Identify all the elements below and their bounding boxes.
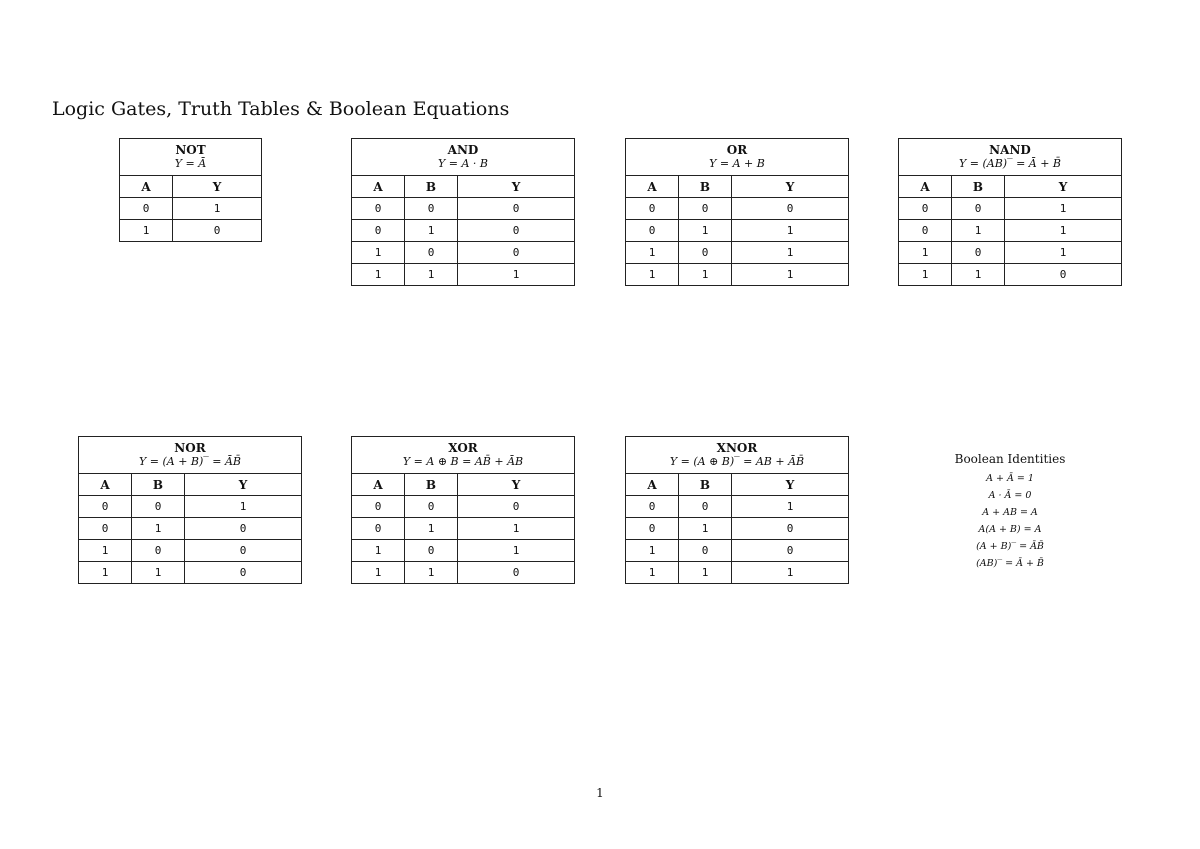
or-gate-name: OR <box>726 143 748 157</box>
cell: 1 <box>626 562 679 584</box>
cell: 1 <box>679 264 732 286</box>
nand-gate-name: NAND <box>989 143 1031 157</box>
table-row <box>120 220 262 242</box>
nand-equation: Y = (AB)‾ = Ā + B̄ <box>958 157 1062 170</box>
column-header: B <box>679 474 732 496</box>
and-truth-table <box>351 138 575 286</box>
cell: 1 <box>79 562 132 584</box>
column-header: Y <box>458 176 575 198</box>
cell: 0 <box>405 242 458 264</box>
table-row <box>352 264 575 286</box>
identities-title: Boolean Identities <box>954 452 1066 466</box>
nor-equation: Y = (A + B)‾ = ĀB̄ <box>138 455 242 468</box>
identity-line: A + AB = A <box>982 507 1038 518</box>
column-header: Y <box>1005 176 1122 198</box>
xnor-header <box>626 437 849 474</box>
nand-header <box>899 139 1122 176</box>
cell: 1 <box>405 518 458 540</box>
column-header: A <box>352 474 405 496</box>
cell: 0 <box>899 220 952 242</box>
cell: 0 <box>952 198 1005 220</box>
cell: 1 <box>352 540 405 562</box>
cell: 0 <box>405 198 458 220</box>
cell: 1 <box>899 242 952 264</box>
table-row <box>352 540 575 562</box>
cell: 0 <box>132 540 185 562</box>
table-row <box>352 220 575 242</box>
table-row <box>120 198 262 220</box>
table-row <box>899 242 1122 264</box>
cell: 0 <box>458 220 575 242</box>
cell: 1 <box>405 562 458 584</box>
cell: 0 <box>352 518 405 540</box>
xor-truth-table <box>351 436 575 584</box>
table-row <box>626 242 849 264</box>
cell: 1 <box>173 198 262 220</box>
xor-equation: Y = A ⊕ B = AB̄ + ĀB <box>402 455 524 468</box>
identity-line: (A + B)‾ = ĀB̄ <box>976 541 1044 552</box>
column-header: B <box>405 474 458 496</box>
cell: 1 <box>732 496 849 518</box>
column-header: B <box>679 176 732 198</box>
identity-line: A · Ā = 0 <box>988 490 1032 501</box>
cell: 1 <box>626 242 679 264</box>
and-header <box>352 139 575 176</box>
column-header: Y <box>732 474 849 496</box>
cell: 1 <box>1005 242 1122 264</box>
cell: 0 <box>173 220 262 242</box>
cell: 1 <box>352 264 405 286</box>
table-row <box>626 264 849 286</box>
column-header: Y <box>458 474 575 496</box>
not-truth-table <box>119 138 262 242</box>
or-equation: Y = A + B <box>709 157 765 170</box>
table-row <box>899 220 1122 242</box>
cell: 1 <box>132 562 185 584</box>
cell: 0 <box>120 198 173 220</box>
column-header: Y <box>173 176 262 198</box>
cell: 0 <box>626 220 679 242</box>
cell: 1 <box>732 264 849 286</box>
cell: 1 <box>405 264 458 286</box>
column-header: Y <box>185 474 302 496</box>
cell: 1 <box>732 242 849 264</box>
cell: 1 <box>352 562 405 584</box>
cell: 1 <box>899 264 952 286</box>
cell: 1 <box>120 220 173 242</box>
nor-gate-name: NOR <box>174 441 206 455</box>
cell: 0 <box>1005 264 1122 286</box>
cell: 0 <box>626 518 679 540</box>
cell: 1 <box>679 518 732 540</box>
cell: 0 <box>352 220 405 242</box>
cell: 1 <box>185 496 302 518</box>
table-row <box>352 562 575 584</box>
cell: 0 <box>458 198 575 220</box>
cell: 0 <box>458 496 575 518</box>
table-row <box>626 562 849 584</box>
cell: 0 <box>132 496 185 518</box>
cell: 1 <box>1005 220 1122 242</box>
cell: 1 <box>132 518 185 540</box>
table-row <box>79 496 302 518</box>
cell: 0 <box>679 242 732 264</box>
cell: 1 <box>626 540 679 562</box>
cell: 0 <box>185 562 302 584</box>
table-row <box>79 518 302 540</box>
cell: 0 <box>732 198 849 220</box>
nand-truth-table <box>898 138 1122 286</box>
nor-truth-table <box>78 436 302 584</box>
table-row <box>352 496 575 518</box>
cell: 0 <box>79 496 132 518</box>
cell: 1 <box>952 220 1005 242</box>
column-header: A <box>79 474 132 496</box>
column-header: B <box>132 474 185 496</box>
cell: 0 <box>79 518 132 540</box>
table-row <box>352 518 575 540</box>
not-header <box>120 139 262 176</box>
nor-header <box>79 437 302 474</box>
cell: 1 <box>732 562 849 584</box>
cell: 0 <box>352 496 405 518</box>
cell: 0 <box>626 496 679 518</box>
xor-header <box>352 437 575 474</box>
and-equation: Y = A · B <box>438 157 488 170</box>
table-row <box>626 540 849 562</box>
cell: 0 <box>405 540 458 562</box>
page-title: Logic Gates, Truth Tables & Boolean Equations <box>52 98 510 120</box>
column-header: A <box>352 176 405 198</box>
table-row <box>899 198 1122 220</box>
table-row <box>352 242 575 264</box>
xnor-equation: Y = (A ⊕ B)‾ = AB + ĀB̄ <box>669 455 805 468</box>
cell: 0 <box>732 518 849 540</box>
cell: 1 <box>679 562 732 584</box>
xnor-truth-table <box>625 436 849 584</box>
table-row <box>352 198 575 220</box>
cell: 0 <box>458 242 575 264</box>
table-row <box>626 198 849 220</box>
not-gate-name: NOT <box>175 143 206 157</box>
cell: 0 <box>185 518 302 540</box>
cell: 0 <box>679 540 732 562</box>
cell: 1 <box>458 518 575 540</box>
column-header: A <box>626 474 679 496</box>
not-equation: Y = Ā <box>174 157 207 170</box>
table-row <box>899 264 1122 286</box>
cell: 0 <box>679 496 732 518</box>
cell: 1 <box>732 220 849 242</box>
cell: 0 <box>732 540 849 562</box>
cell: 1 <box>626 264 679 286</box>
column-header: B <box>952 176 1005 198</box>
cell: 0 <box>458 562 575 584</box>
table-row <box>79 562 302 584</box>
cell: 0 <box>626 198 679 220</box>
page-number: 1 <box>596 786 604 800</box>
cell: 0 <box>352 198 405 220</box>
cell: 0 <box>679 198 732 220</box>
cell: 1 <box>458 264 575 286</box>
identity-line: A + Ā = 1 <box>986 473 1034 484</box>
column-header: Y <box>732 176 849 198</box>
cell: 1 <box>952 264 1005 286</box>
cell: 1 <box>458 540 575 562</box>
cell: 1 <box>352 242 405 264</box>
table-row <box>626 518 849 540</box>
cell: 0 <box>899 198 952 220</box>
cell: 1 <box>679 220 732 242</box>
boolean-identities <box>920 452 1100 572</box>
xor-gate-name: XOR <box>448 441 478 455</box>
and-gate-name: AND <box>447 143 479 157</box>
cell: 1 <box>79 540 132 562</box>
column-header: A <box>120 176 173 198</box>
cell: 0 <box>405 496 458 518</box>
identity-line: A(A + B) = A <box>978 524 1042 535</box>
column-header: A <box>899 176 952 198</box>
xnor-gate-name: XNOR <box>716 441 758 455</box>
cell: 0 <box>952 242 1005 264</box>
cell: 0 <box>185 540 302 562</box>
table-row <box>626 220 849 242</box>
table-row <box>79 540 302 562</box>
table-row <box>626 496 849 518</box>
cell: 1 <box>1005 198 1122 220</box>
or-header <box>626 139 849 176</box>
column-header: B <box>405 176 458 198</box>
cell: 1 <box>405 220 458 242</box>
or-truth-table <box>625 138 849 286</box>
identity-line: (AB)‾ = Ā + B̄ <box>976 558 1044 569</box>
column-header: A <box>626 176 679 198</box>
